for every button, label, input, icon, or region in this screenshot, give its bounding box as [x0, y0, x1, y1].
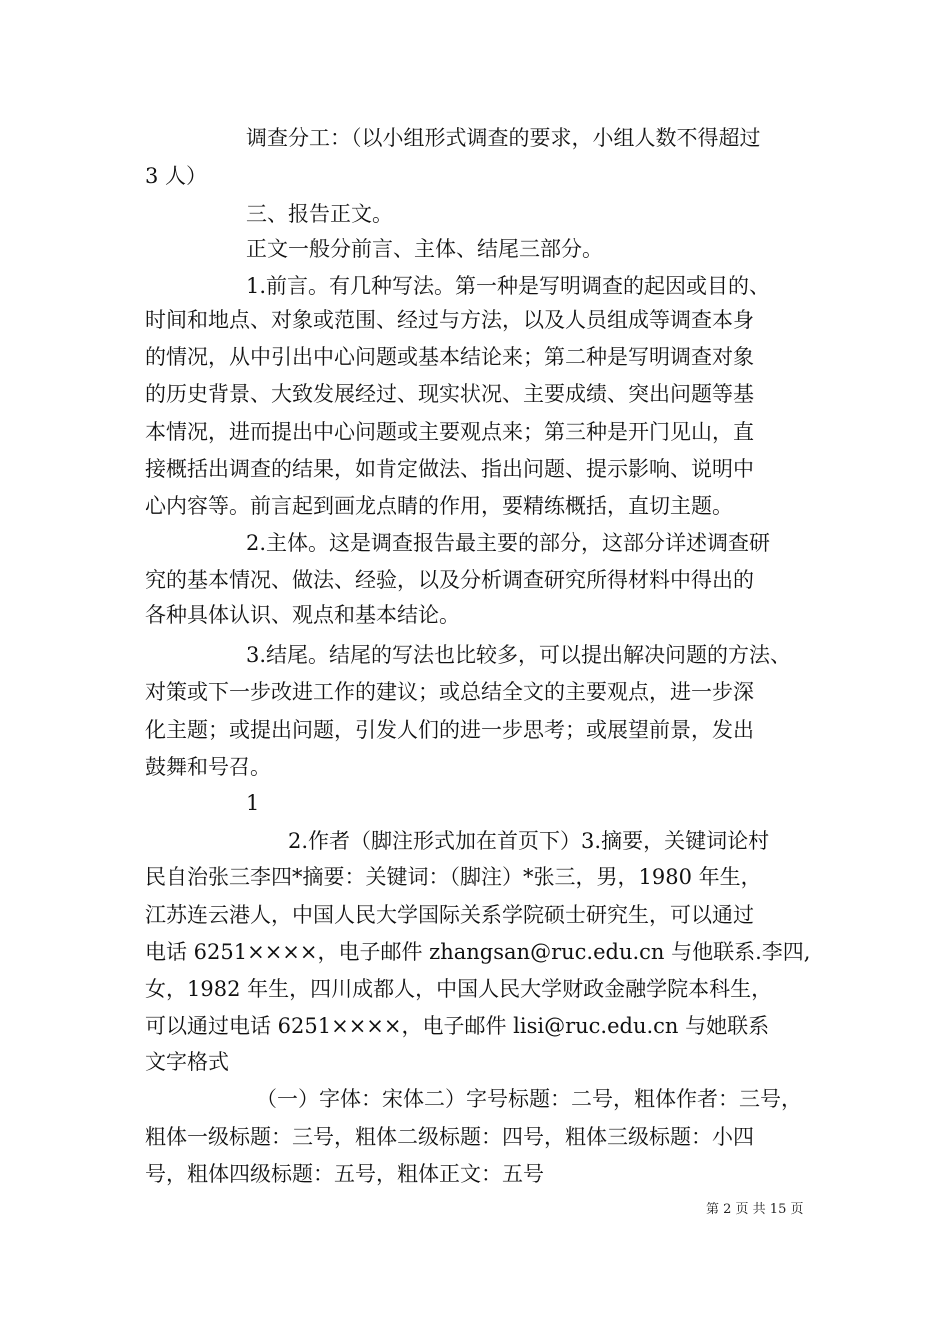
text-line: 可以通过电话 6251××××，电子邮件 lisi@ruc.edu.cn 与她联系 — [145, 1014, 770, 1038]
text-line: 电话 6251××××，电子邮件 zhangsan@ruc.edu.cn 与他联系.李四, — [145, 940, 811, 964]
text-line: 鼓舞和号召。 — [145, 755, 271, 779]
footnote-marker: 1 — [246, 791, 260, 815]
text-line: 3 人） — [145, 164, 208, 188]
text-line: 女，1982 年生，四川成都人，中国人民大学财政金融学院本科生， — [145, 977, 773, 1001]
page-number-footer: 第 2 页 共 15 页 — [706, 1202, 804, 1217]
text-line: 的情况，从中引出中心问题或基本结论来；第二种是写明调查对象 — [145, 345, 754, 369]
text-line: 的历史背景、大致发展经过、现实状况、主要成绩、突出问题等基 — [145, 382, 754, 406]
text-line: 各种具体认识、观点和基本结论。 — [145, 603, 460, 627]
text-line: 江苏连云港人，中国人民大学国际关系学院硕士研究生，可以通过 — [145, 903, 754, 927]
text-line: 究的基本情况、做法、经验，以及分析调查研究所得材料中得出的 — [145, 568, 754, 592]
text-line: 2.作者（脚注形式加在首页下）3.摘要，关键词论村 — [288, 829, 770, 853]
text-line: 对策或下一步改进工作的建议；或总结全文的主要观点，进一步深 — [145, 680, 754, 704]
text-line: （一）字体：宋体二）字号标题：二号，粗体作者：三号， — [256, 1087, 802, 1111]
text-line: 心内容等。前言起到画龙点睛的作用，要精练概括，直切主题。 — [145, 494, 733, 518]
text-line: 正文一般分前言、主体、结尾三部分。 — [246, 237, 603, 261]
text-line: 1.前言。有几种写法。第一种是写明调查的起因或目的、 — [246, 274, 771, 298]
text-line: 接概括出调查的结果，如肯定做法、指出问题、提示影响、说明中 — [145, 457, 754, 481]
text-line: 民自治张三李四*摘要：关键词：（脚注）*张三，男，1980 年生， — [145, 865, 762, 889]
section-heading: 三、报告正文。 — [246, 202, 393, 226]
text-line: 粗体一级标题：三号，粗体二级标题：四号，粗体三级标题：小四 — [145, 1125, 754, 1149]
text-line: 号，粗体四级标题：五号，粗体正文：五号 — [145, 1162, 544, 1186]
text-line: 时间和地点、对象或范围、经过与方法，以及人员组成等调查本身 — [145, 308, 754, 332]
text-line: 3.结尾。结尾的写法也比较多，可以提出解决问题的方法、 — [246, 643, 792, 667]
text-line: 化主题；或提出问题，引发人们的进一步思考；或展望前景，发出 — [145, 718, 754, 742]
text-line: 本情况，进而提出中心问题或主要观点来；第三种是开门见山，直 — [145, 420, 754, 444]
text-line: 2.主体。这是调查报告最主要的部分，这部分详述调查研 — [246, 531, 771, 555]
text-line: 调查分工：（以小组形式调查的要求，小组人数不得超过 — [246, 126, 761, 150]
text-line: 文字格式 — [145, 1050, 229, 1074]
